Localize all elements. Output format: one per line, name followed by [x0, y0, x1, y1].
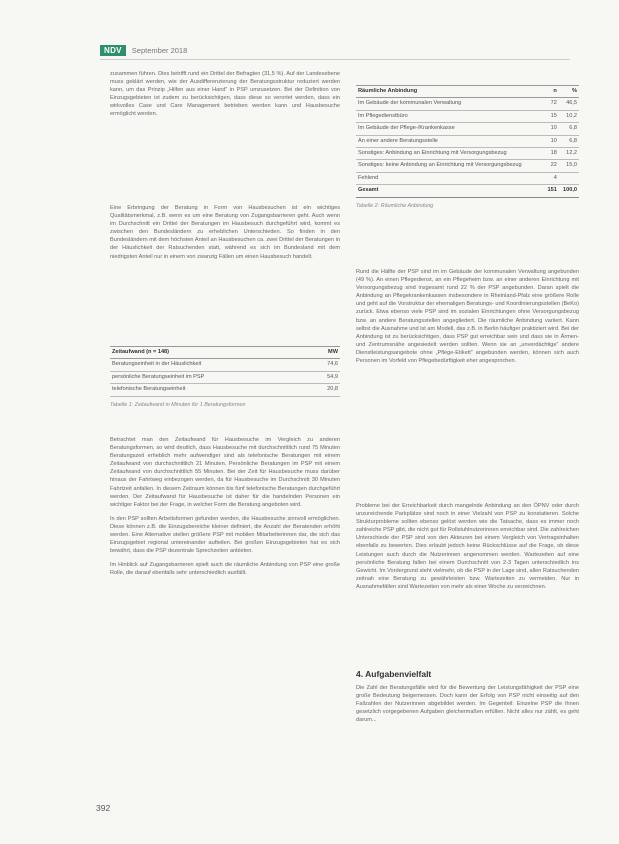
- table-row: [356, 110, 579, 122]
- table-row: [356, 135, 579, 147]
- row-label: Sonstiges: Anbindung an Einrichtung mit Versorgungsbezug: [356, 148, 544, 160]
- row-n: 72: [544, 98, 559, 110]
- row-pct: 12,2: [559, 148, 579, 160]
- row-pct: 10,2: [559, 110, 579, 122]
- table-row: [356, 160, 579, 172]
- row-pct: [559, 172, 579, 184]
- section-heading: 4. Aufgabenvielfalt: [356, 669, 432, 679]
- table-row: [356, 148, 579, 160]
- table-total-row: [356, 185, 579, 197]
- table-header-label: Räumliche Anbindung: [356, 86, 544, 98]
- table-caption: Tabelle 1: Zeitaufwand in Minuten für 1 Beratungsformen: [110, 401, 246, 408]
- journal-badge: NDV: [100, 45, 126, 56]
- table-row: [110, 359, 340, 371]
- right-column-aufgaben: [356, 684, 579, 730]
- total-pct: 100,0: [559, 185, 579, 197]
- row-pct: 6,8: [559, 123, 579, 135]
- issue-date: September 2018: [131, 46, 188, 55]
- table-header-pct: %: [559, 86, 579, 98]
- row-label: Im Pflegedienstbüro: [356, 110, 544, 122]
- row-value: 20,8: [309, 384, 340, 396]
- row-label: persönliche Beratungseinheit im PSP: [110, 371, 309, 383]
- row-n: 18: [544, 148, 559, 160]
- row-n: 15: [544, 110, 559, 122]
- table-row: [356, 123, 579, 135]
- left-column-hausbesuche: [110, 204, 340, 267]
- paragraph: Betrachtet man den Zeitaufwand für Hausbesuche im Vergleich zu anderen Beratungsformen, so wird deutlich, dass Hausbesuche mit durchschnittlich rund 75 Minuten Beratungszeit erheblich mehr aufwendiger sind als telefonische Beratungen mit einem Zeitaufwand von durchschnittlich 21 Minuten. Persönliche Beratungen im PSP mit einem Zeitaufwand von durchschnittlich 55 Minuten. Bei der Zeit für Hausbesuche muss darüber hinaus der Fahrtweg einbezogen werden, da für Hausbesuche im Durchschnitt 30 Minuten Fahrtzeit anfallen. In diesem Zeitraum können bis fünf telefonische Beratungen durchgeführt werden. Der Zeitaufwand für Hausbesuche ist daher für die handelnden Personen ein wichtiger Faktor bei der Frage, in welcher Form die Beratung angeboten wird.: [110, 437, 340, 508]
- table-caption: Tabelle 2: Räumliche Anbindung: [356, 202, 434, 209]
- row-n: 22: [544, 160, 559, 172]
- table-header-label: Zeitaufwand (n = 148): [110, 347, 309, 359]
- paragraph: Probleme bei der Erreichbarkeit durch mangelnde Anbindung an den ÖPNV oder durch unzureichende Parkplätze sind noch in einer Vielzahl von PSP zu konstatieren. Solche Strukturprobleme sollten ebenso gelöst werden wie die Tatsache, dass es immer noch zahlreiche PSP gibt, die nicht gut für Rollstuhlnutzerinnen erreichbar sind. Die zahlreichen Unterschiede der PSP sind von den Akteuren bei einem Vergleich von Vertragsinhalten ebenfalls zu bewerten. Dies erlaubt jedoch keine Rückschlüsse auf die Frage, ob diese Leistungen auch durch die Nutzerinnen angenommen werden. Wartezeiten auf eine persönliche Beratung fallen bei einem Durchschnitt von 2-3 Tagen unterschiedlich ins Gewicht. Im Vordergrund steht vielmehr, ob die PSP in der Lage sind, allen Ratsuchenden zeitnah eine Beratung zu gewährleisten bzw. Wartezeiten zu vermeiden. Nur in Ausnahmefällen sind Wartezeiten von mehr als einer Woche zu verzeichnen.: [356, 503, 579, 590]
- paragraph: Rund die Hälfte der PSP sind im im Gebäude der kommunalen Verwaltung angebunden (49 %). An einen Pflegedienst, an ein Pflegeheim bzw. an einer anderen Einrichtung mit Versorgungsbezug sind insgesamt rund 22 % der PSP angebunden. Daran spielt die Anbindung an Pflegekrankenkassen insbesondere in Rheinland-Pfalz eine größere Rolle und geht auf die Vorstruktur der ehemaligen Beratungs- und Koordinierungsstellen (BeKo) zurück. Etwa ebenso viele PSP sind im sozialen Einrichtungen ohne Versorgungsbezug bzw. an andere Beratungsstellen angegliedert. Die räumliche Anbindung variiert. Kann selbst die Ausnahme und ist am Modell, das z.B. in Berlin häufiger praktiziert wird. Bei der Anbindung ist zu berücksichtigen, dass PSP gut erreichbar sein und dass sie in Ärmen- und Zentrumsnähe angesiedelt werden sollten. Wenn sie an „unverdächtige“ andere Dienstleistungsangebote ohne „Pflege-Etikett“ angebunden werden, können sich auch Personen im Vorfeld von Pflegebedürftigkeit eher angesprochen.: [356, 269, 579, 365]
- table-header-value: MW: [309, 347, 340, 359]
- row-pct: 46,5: [559, 98, 579, 110]
- table-row: [356, 98, 579, 110]
- row-label: Beratungseinheit in der Häuslichkeit: [110, 359, 309, 371]
- right-column-anbindung: [356, 268, 579, 371]
- row-n: 4: [544, 172, 559, 184]
- paragraph: Eine Erbringung der Beratung in Form von Hausbesuchen ist ein wichtiges Qualitätsmerkmal, z.B. wenn es um eine Beratung von Zugangsbarrieren geht. Auch wenn im Durchschnitt ein Drittel der Beratungen im Hausbesuch durchgeführt wird, kommt es zwischen den Bundesländern zu erheblichen Unterschieden. So finden in den Bundesländern mit dem höchsten Anteil an Hausbesuchen ca. zwei Drittel der Beratungen in der Häuslichkeit der Ratsuchenden statt, während es sich im Bundesland mit dem niedrigsten Anteil nur in einem von zwanzig Fällen um einen Hausbesuch handelt.: [110, 205, 340, 260]
- row-pct: 6,8: [559, 135, 579, 147]
- total-label: Gesamt: [356, 185, 544, 197]
- row-n: 10: [544, 123, 559, 135]
- row-value: 74,6: [309, 359, 340, 371]
- row-label: Fehlend: [356, 172, 544, 184]
- row-label: Sonstiges: keine Anbindung an Einrichtung mit Versorgungsbezug: [356, 160, 544, 172]
- left-column-intro: [110, 70, 340, 125]
- paragraph: Im Hinblick auf Zugangsbarrieren spielt auch die räumliche Anbindung von PSP eine große Rolle, die darauf ebenfalls sehr unterschiedlich ausfällt.: [110, 562, 340, 577]
- table-header-n: n: [544, 86, 559, 98]
- left-column-body: [110, 436, 340, 584]
- table-zeitaufwand: [110, 346, 340, 408]
- row-label: Im Gebäude der Pflege-/Krankenkasse: [356, 123, 544, 135]
- row-label: An einer andere Beratungsstelle: [356, 135, 544, 147]
- paragraph: In den PSP sollten Arbeitsformen gefunden werden, die Hausbesuche sinnvoll ermöglichen. Diese können z.B. die Einzugsbereiche kleiner definiert, die Anzahl der Beratenden erhöht werden. Eine Alternative stellen größere PSP mit mobilen Mitarbeiterinnen dar, die sich das Einzugsgebiet regional untereinander aufteilen. Bei großen Einzugsgebieten hat es sich bewährt, dass die PSP dezentrale Sprechzeiten anbieten.: [110, 515, 340, 555]
- right-column-erreichbarkeit: [356, 502, 579, 597]
- row-label: Im Gebäude der kommunalen Verwaltung: [356, 98, 544, 110]
- paragraph: zusammen führen. Dies betrifft rund ein Drittel der Befragten (31,5 %). Auf der Landesebene muss geklärt werden, wie der Ausdifferenzierung der Beratungsstruktur reduziert werden kann, um das Prinzip „Hilfen aus einer Hand“ in PSP umzusetzen. Bei der Definition von Einzugsgebieten ist zudem zu berücksichtigen, dass diese so verortet werden, dass ein wirkvolles Case und Care Management betrieben werden kann und Hausbesuche ermöglicht werden.: [110, 71, 340, 118]
- row-pct: 15,0: [559, 160, 579, 172]
- row-value: 54,9: [309, 371, 340, 383]
- table-row: [356, 172, 579, 184]
- row-n: 10: [544, 135, 559, 147]
- page-header: [100, 44, 187, 57]
- table-raeumliche-anbindung: [356, 85, 579, 209]
- paragraph: Die Zahl der Beratungsfälle wird für die Bewertung der Leistungsfähigkeit der PSP eine große Bedeutung beigemessen. Doch kann der Erfolg von PSP nicht einseitig auf den Fallzahlen der Nutzerinnen abgebildet werden. Im Gegenteil: Einzelne PSP die Ihnen gesetzlich vorgegebenen Aufgaben gleichermaßen erfüllen. Nicht alles nur zählt, es geht darum...: [356, 685, 579, 724]
- page-number: 392: [96, 803, 111, 813]
- header-divider: [100, 59, 570, 60]
- table-row: [110, 371, 340, 383]
- total-n: 151: [544, 185, 559, 197]
- row-label: telefonische Beratungseinheit: [110, 384, 309, 396]
- table-row: [110, 384, 340, 396]
